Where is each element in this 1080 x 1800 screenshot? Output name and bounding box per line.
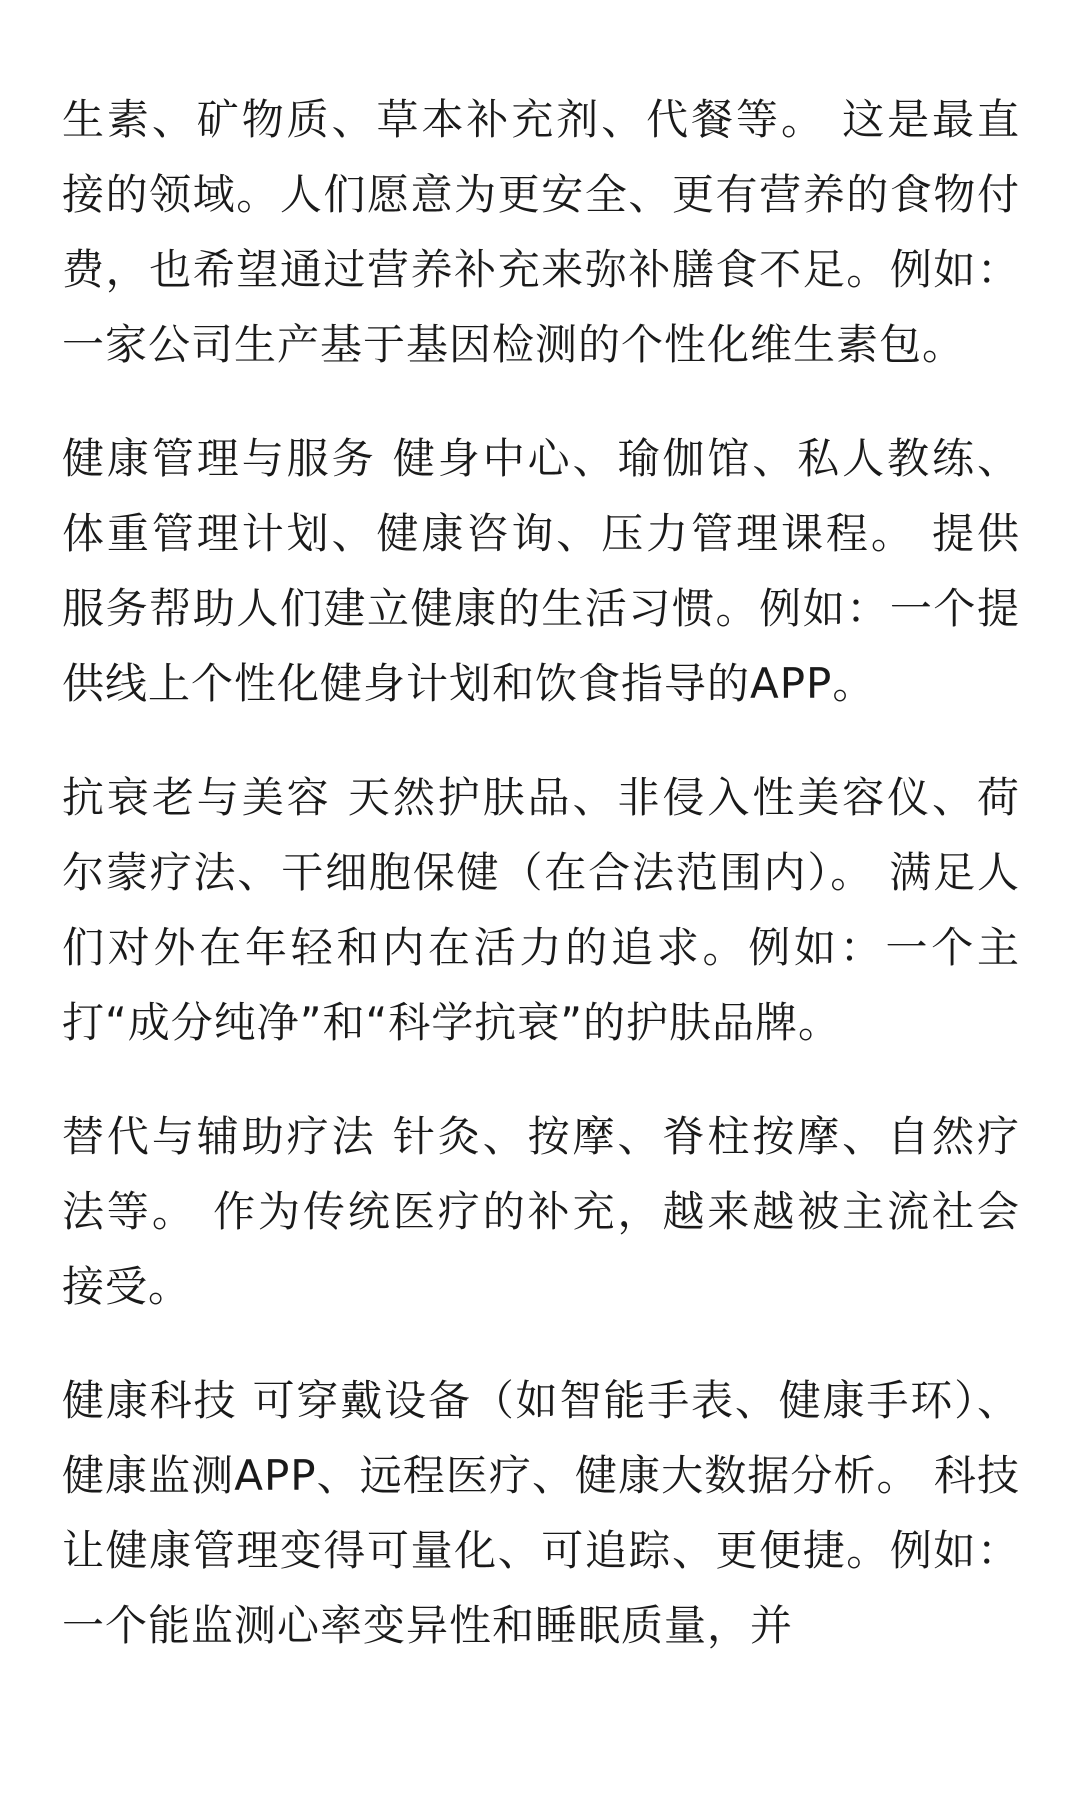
paragraph-alternative-therapy: 替代与辅助疗法 针灸、按摩、脊柱按摩、自然疗法等。 作为传统医疗的补充，越来越被主流社会接受。	[62, 1112, 1020, 1311]
paragraph-health-management: 健康管理与服务 健身中心、瑜伽馆、私人教练、体重管理计划、健康咨询、压力管理课程。 提供服务帮助人们建立健康的生活习惯。例如：一个提供线上个性化健身计划和饮食指导的APP。	[62, 434, 1020, 708]
paragraph-nutrition: 生素、矿物质、草本补充剂、代餐等。 这是最直接的领域。人们愿意为更安全、更有营养的食物付费，也希望通过营养补充来弥补膳食不足。例如：一家公司生产基于基因检测的个性化维生素包。	[62, 95, 1020, 369]
paragraph-health-tech: 健康科技 可穿戴设备（如智能手表、健康手环）、健康监测APP、远程医疗、健康大数据分析。 科技让健康管理变得可量化、可追踪、更便捷。例如：一个能监测心率变异性和睡眠质量，并	[62, 1376, 1020, 1650]
article-body	[62, 82, 1020, 1663]
paragraph-anti-aging: 抗衰老与美容 天然护肤品、非侵入性美容仪、荷尔蒙疗法、干细胞保健（在合法范围内）。 满足人们对外在年轻和内在活力的追求。例如：一个主打“成分纯净”和“科学抗衰”的护肤品牌。	[62, 773, 1020, 1047]
